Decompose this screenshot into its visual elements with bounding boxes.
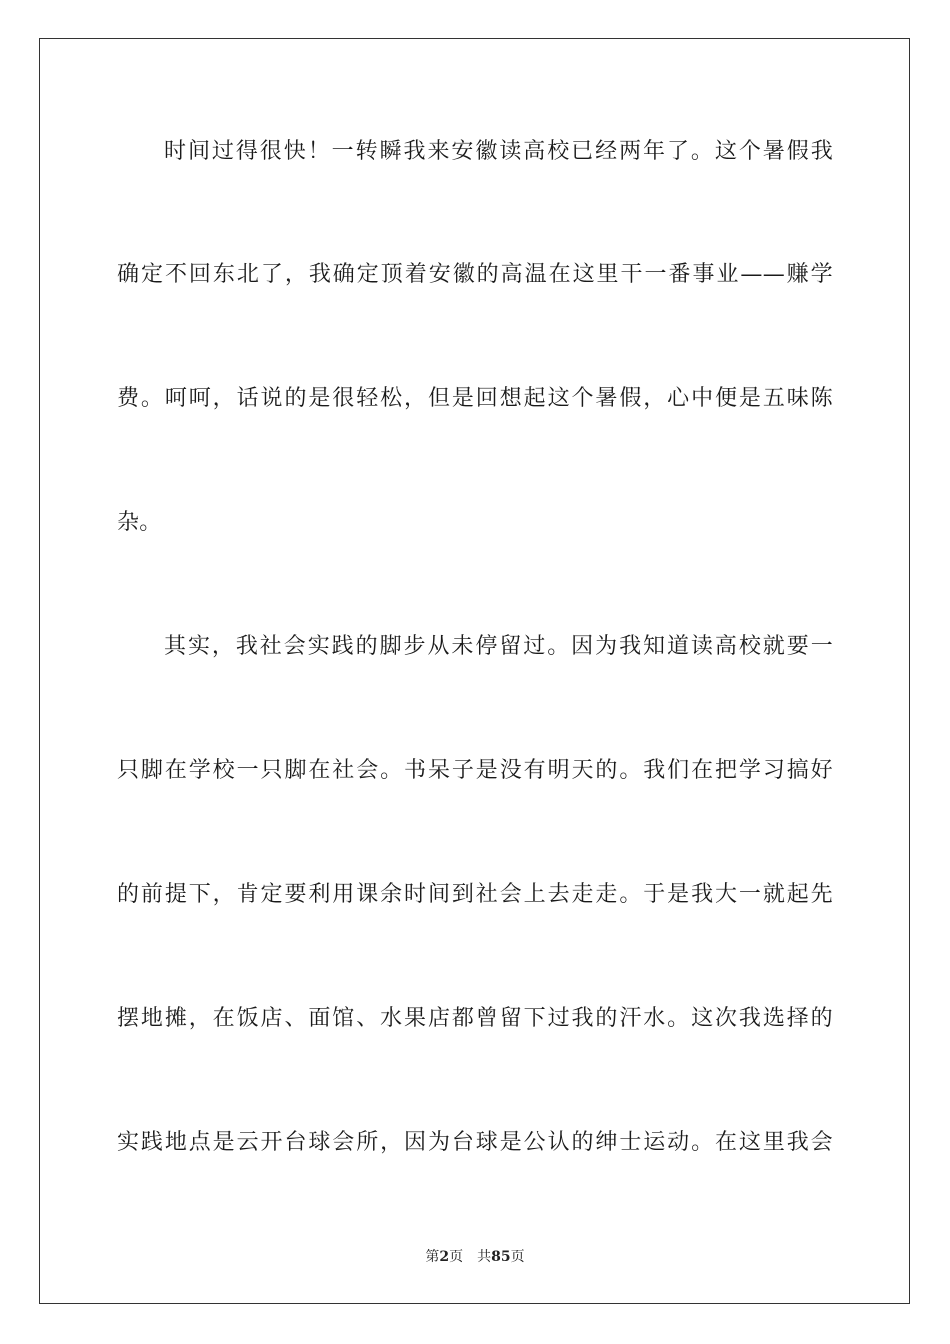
- paragraph-2-line-1: 其实，我社会实践的脚步从未停留过。因为我知道读高校就要一: [164, 634, 833, 659]
- paragraph-1-line-3: 费。呵呵，话说的是很轻松，但是回想起这个暑假，心中便是五味陈: [117, 386, 833, 411]
- paragraph-2-line-2: 只脚在学校一只脚在社会。书呆子是没有明天的。我们在把学习搞好: [117, 758, 833, 783]
- paragraph-1-line-4: 杂。: [117, 510, 162, 535]
- paragraph-2-line-5: 实践地点是云开台球会所，因为台球是公认的绅士运动。在这里我会: [117, 1130, 833, 1155]
- page-border: [39, 38, 910, 1304]
- page-suffix: 页: [449, 1249, 464, 1265]
- total-prefix: 共: [477, 1249, 492, 1265]
- page-footer: [0, 1247, 950, 1267]
- paragraph-1-line-2: 确定不回东北了，我确定顶着安徽的高温在这里干一番事业——赚学: [117, 262, 833, 287]
- paragraph-2-line-4: 摆地摊，在饭店、面馆、水果店都曾留下过我的汗水。这次我选择的: [117, 1006, 833, 1031]
- paragraph-1-line-1: 时间过得很快！一转瞬我来安徽读高校已经两年了。这个暑假我: [164, 139, 833, 164]
- page-number: 2: [439, 1249, 450, 1265]
- total-pages: 85: [491, 1249, 511, 1265]
- paragraph-2-line-3: 的前提下，肯定要利用课余时间到社会上去走走。于是我大一就起先: [117, 882, 833, 907]
- total-suffix: 页: [510, 1249, 525, 1265]
- page-prefix: 第: [425, 1249, 440, 1265]
